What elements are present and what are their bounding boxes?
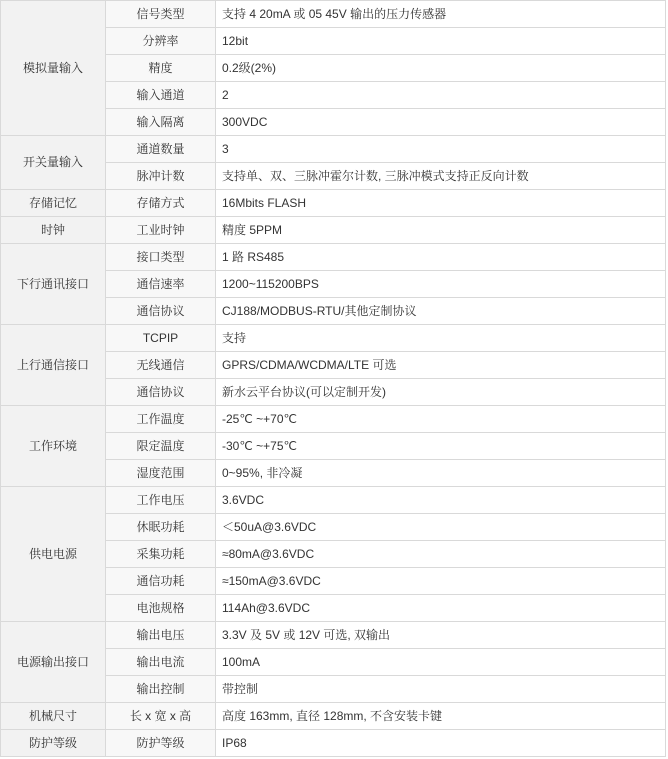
parameter-label-cell: 脉冲计数: [106, 163, 216, 190]
parameter-label-cell: 电池规格: [106, 595, 216, 622]
parameter-label-cell: TCPIP: [106, 325, 216, 352]
parameter-value-cell: 3.3V 及 5V 或 12V 可选, 双输出: [216, 622, 666, 649]
parameter-value-cell: 新水云平台协议(可以定制开发): [216, 379, 666, 406]
parameter-label-cell: 输出控制: [106, 676, 216, 703]
parameter-value-cell: 1200~115200BPS: [216, 271, 666, 298]
specification-table-body: [1, 1, 666, 757]
category-cell: 存储记忆: [1, 190, 106, 217]
category-cell: 开关量输入: [1, 136, 106, 190]
table-row: [1, 190, 666, 217]
parameter-value-cell: 支持单、双、三脉冲霍尔计数, 三脉冲模式支持正反向计数: [216, 163, 666, 190]
parameter-value-cell: 支持: [216, 325, 666, 352]
parameter-value-cell: 1 路 RS485: [216, 244, 666, 271]
parameter-label-cell: 长 x 宽 x 高: [106, 703, 216, 730]
table-row: [1, 217, 666, 244]
parameter-value-cell: 300VDC: [216, 109, 666, 136]
parameter-value-cell: 114Ah@3.6VDC: [216, 595, 666, 622]
parameter-value-cell: 100mA: [216, 649, 666, 676]
parameter-value-cell: 16Mbits FLASH: [216, 190, 666, 217]
table-row: [1, 703, 666, 730]
category-cell: 工作环境: [1, 406, 106, 487]
table-row: [1, 136, 666, 163]
parameter-value-cell: 2: [216, 82, 666, 109]
parameter-label-cell: 信号类型: [106, 1, 216, 28]
category-cell: 机械尺寸: [1, 703, 106, 730]
parameter-label-cell: 工业时钟: [106, 217, 216, 244]
parameter-value-cell: 支持 4 20mA 或 05 45V 输出的压力传感器: [216, 1, 666, 28]
parameter-label-cell: 湿度范围: [106, 460, 216, 487]
parameter-label-cell: 无线通信: [106, 352, 216, 379]
parameter-value-cell: IP68: [216, 730, 666, 757]
parameter-label-cell: 限定温度: [106, 433, 216, 460]
category-cell: 时钟: [1, 217, 106, 244]
category-cell: 模拟量输入: [1, 1, 106, 136]
parameter-label-cell: 工作温度: [106, 406, 216, 433]
table-row: [1, 1, 666, 28]
category-cell: 上行通信接口: [1, 325, 106, 406]
parameter-value-cell: -30℃ ~+75℃: [216, 433, 666, 460]
table-row: [1, 730, 666, 757]
table-row: [1, 622, 666, 649]
parameter-value-cell: 3.6VDC: [216, 487, 666, 514]
parameter-label-cell: 输入通道: [106, 82, 216, 109]
table-row: [1, 487, 666, 514]
parameter-label-cell: 输出电压: [106, 622, 216, 649]
parameter-label-cell: 通信功耗: [106, 568, 216, 595]
table-row: [1, 325, 666, 352]
parameter-value-cell: 高度 163mm, 直径 128mm, 不含安装卡键: [216, 703, 666, 730]
parameter-value-cell: -25℃ ~+70℃: [216, 406, 666, 433]
parameter-label-cell: 接口类型: [106, 244, 216, 271]
parameter-label-cell: 输入隔离: [106, 109, 216, 136]
parameter-label-cell: 通信协议: [106, 379, 216, 406]
parameter-label-cell: 分辨率: [106, 28, 216, 55]
table-row: [1, 406, 666, 433]
table-row: [1, 244, 666, 271]
parameter-value-cell: 0~95%, 非冷凝: [216, 460, 666, 487]
parameter-label-cell: 工作电压: [106, 487, 216, 514]
category-cell: 电源输出接口: [1, 622, 106, 703]
parameter-value-cell: GPRS/CDMA/WCDMA/LTE 可选: [216, 352, 666, 379]
category-cell: 供电电源: [1, 487, 106, 622]
parameter-value-cell: ≈80mA@3.6VDC: [216, 541, 666, 568]
parameter-value-cell: 3: [216, 136, 666, 163]
parameter-value-cell: 精度 5PPM: [216, 217, 666, 244]
parameter-label-cell: 采集功耗: [106, 541, 216, 568]
parameter-value-cell: ＜50uA@3.6VDC: [216, 514, 666, 541]
parameter-label-cell: 休眠功耗: [106, 514, 216, 541]
parameter-label-cell: 精度: [106, 55, 216, 82]
parameter-value-cell: 带控制: [216, 676, 666, 703]
category-cell: 下行通讯接口: [1, 244, 106, 325]
parameter-value-cell: CJ188/MODBUS-RTU/其他定制协议: [216, 298, 666, 325]
parameter-value-cell: 0.2级(2%): [216, 55, 666, 82]
parameter-label-cell: 存储方式: [106, 190, 216, 217]
parameter-value-cell: ≈150mA@3.6VDC: [216, 568, 666, 595]
parameter-label-cell: 输出电流: [106, 649, 216, 676]
parameter-value-cell: 12bit: [216, 28, 666, 55]
parameter-label-cell: 通信协议: [106, 298, 216, 325]
parameter-label-cell: 通信速率: [106, 271, 216, 298]
parameter-label-cell: 通道数量: [106, 136, 216, 163]
parameter-label-cell: 防护等级: [106, 730, 216, 757]
category-cell: 防护等级: [1, 730, 106, 757]
